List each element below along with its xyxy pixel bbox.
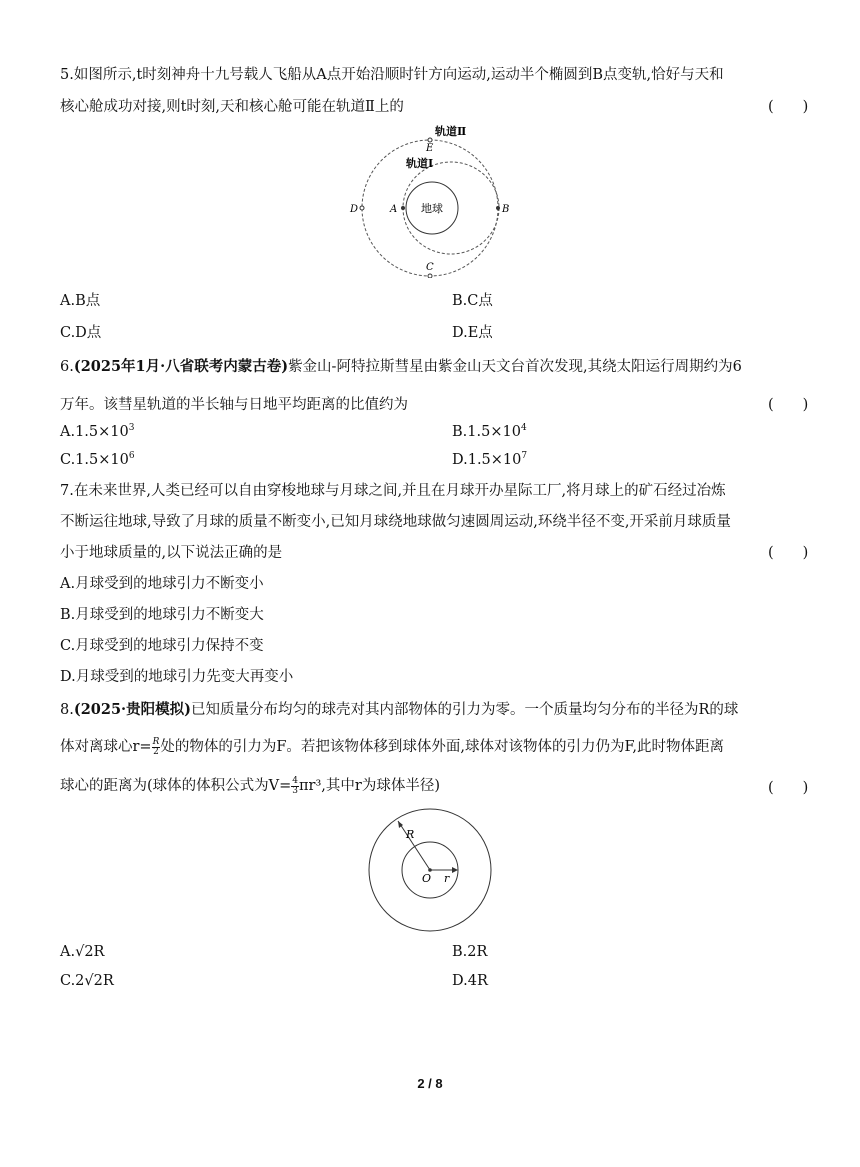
q6-stem-line2: 万年。该彗星轨道的半长轴与日地平均距离的比值约为: [60, 397, 408, 413]
q5-option-c: C.D点: [60, 325, 102, 341]
radius-small-label: r: [444, 872, 450, 885]
q7-stem-line3: 小于地球质量的,以下说法正确的是: [60, 545, 283, 561]
q7-option-a: A.月球受到的地球引力不断变小: [60, 576, 264, 592]
q8-source: (2025·贵阳模拟): [73, 701, 191, 718]
q6-option-c: $C.1.5\times 10^6$: [60, 451, 135, 468]
orbit-i-label: 轨道Ⅰ: [406, 157, 434, 170]
q8-stem-line2: 体对离球心r= $\frac{R}{2}$ 处的物体的引力为F。若把该物体移到球体外面,球体对该物体的引力仍为F,此时物体距离: [60, 736, 724, 757]
q5-stem-line2: 核心舱成功对接,则t时刻,天和核心舱可能在轨道Ⅱ上的: [60, 99, 404, 115]
point-e-label: E: [426, 143, 434, 154]
q8-answer-bracket: ( ): [768, 780, 809, 796]
q7-option-d: D.月球受到的地球引力先变大再变小: [60, 669, 294, 685]
point-a-marker: [401, 206, 405, 210]
q7-option-c: C.月球受到的地球引力保持不变: [60, 638, 264, 654]
orbit-ii-label: 轨道Ⅱ: [435, 125, 467, 138]
q5-answer-bracket: ( ): [768, 99, 809, 115]
page-number: 2 / 8: [417, 1076, 443, 1091]
q5-stem-line1: 5.如图所示,t时刻神舟十九号载人飞船从A点开始沿顺时针方向运动,运动半个椭圆到B点变轨,恰好与天和: [60, 67, 724, 83]
q8-option-a: A.√2R: [60, 944, 105, 960]
q6-option-d: $D.1.5\times 10^7$: [452, 451, 528, 468]
earth-label: 地球: [421, 202, 443, 215]
q7-stem-line1: 7.在未来世界,人类已经可以自由穿梭地球与月球之间,并且在月球开办星际工厂,将月球上的矿石经过冶炼: [60, 483, 726, 499]
q8-stem-line3: 球心的距离为(球体的体积公式为V= $\frac{4}{3}$ πr³,其中r为球体半径): [60, 775, 440, 796]
q5-option-d: D.E点: [452, 325, 493, 341]
q5-option-a: A.B点: [60, 293, 101, 309]
point-c-marker: [428, 274, 432, 278]
fraction-4-over-3: $\frac{4}{3}$: [292, 775, 299, 796]
point-e-marker: [428, 138, 432, 142]
q6-source: (2025年1月·八省联考内蒙古卷): [73, 358, 289, 375]
q6-stem-line1: 6.(2025年1月·八省联考内蒙古卷)紫金山-阿特拉斯彗星由紫金山天文台首次发现,其绕太阳运行周期约为6: [60, 358, 742, 375]
q7-option-b: B.月球受到的地球引力不断变大: [60, 607, 264, 623]
q8-stem-line1: 8.(2025·贵阳模拟)已知质量分布均匀的球壳对其内部物体的引力为零。一个质量均匀分布的半径为R的球: [60, 701, 739, 718]
point-d-label: D: [350, 204, 359, 215]
q5-option-b: B.C点: [452, 293, 493, 309]
q8-option-d: D.4R: [452, 973, 488, 989]
q6-option-b: $B.1.5\times 10^4$: [452, 423, 527, 440]
q8-option-b: B.2R: [452, 944, 488, 960]
q6-stem-text: 紫金山-阿特拉斯彗星由紫金山天文台首次发现,其绕太阳运行周期约为6: [288, 359, 742, 375]
q8-stem-text: 已知质量分布均匀的球壳对其内部物体的引力为零。一个质量均匀分布的半径为R的球: [190, 702, 739, 718]
q7-answer-bracket: ( ): [768, 545, 809, 561]
point-d-marker: [360, 206, 364, 210]
point-c-label: C: [426, 262, 434, 273]
point-a-label: A: [390, 204, 398, 215]
q5-orbit-figure: [340, 118, 520, 278]
q6-option-a: $A.1.5\times 10^3$: [60, 423, 135, 440]
q7-stem-line2: 不断运往地球,导致了月球的质量不断变小,已知月球绕地球做匀速圆周运动,环绕半径不变,开采前月球质量: [60, 514, 731, 530]
radius-big-label: R: [406, 828, 415, 841]
point-b-label: B: [502, 204, 510, 215]
center-o-label: O: [422, 872, 432, 885]
q8-sphere-figure: [366, 808, 496, 934]
fraction-r-over-2: $\frac{R}{2}$: [152, 736, 160, 757]
q6-answer-bracket: ( ): [768, 397, 809, 413]
point-b-marker: [496, 206, 500, 210]
radius-small-arrowhead: [452, 867, 458, 873]
q8-option-c: C.2√2R: [60, 973, 114, 989]
